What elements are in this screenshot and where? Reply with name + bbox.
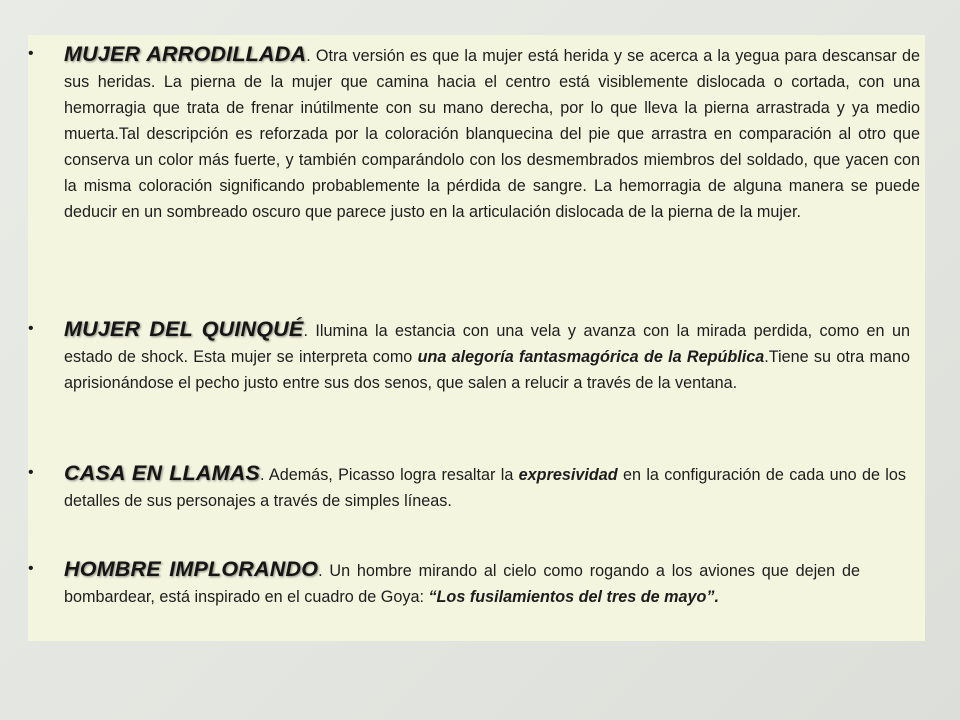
- bullet-text: . Además, Picasso logra resaltar la: [259, 466, 519, 484]
- bullet-mujer-arrodillada: [28, 41, 920, 225]
- bullet-emphasis: expresividad: [518, 466, 618, 484]
- bullet-mujer-del-quinque: [28, 316, 910, 396]
- bullet-heading: MUJER ARRODILLADA: [64, 42, 307, 66]
- bullet-marker: •: [28, 560, 34, 577]
- bullet-marker: •: [28, 464, 34, 481]
- bullet-marker: •: [28, 320, 34, 337]
- bullet-heading: MUJER DEL QUINQUÉ: [64, 317, 304, 341]
- bullet-hombre-implorando: [28, 556, 860, 610]
- bullet-text-after: .Tiene su otra mano aprisionándose el pecho justo entre sus dos senos, que salen a relucir a través de la ventana.: [64, 348, 910, 392]
- content-panel: [28, 35, 925, 641]
- bullet-text: . Otra versión es que la mujer está herida y se acerca a la yegua para descansar de sus heridas. La pierna de la mujer que camina hacia el centro está visiblemente dislocada o cortada, con una hemorragia que trata de frenar inútilmente con su mano derecha, por lo que lleva la pierna arrastrada y ya medio muerta.Tal descripción es reforzada por la coloración blanquecina del pie que arrastra en comparación al otro que conserva un color más fuerte, y también comparándolo con los desmembrados miembros del soldado, que yacen con la misma coloración significando probablemente la pérdida de sangre. La hemorragia de alguna manera se puede deducir en un sombreado oscuro que parece justo en la articulación dislocada de la pierna de la mujer.: [64, 47, 920, 221]
- bullet-emphasis: una alegoría fantasmagórica de la República: [417, 348, 765, 366]
- bullet-emphasis: “Los fusilamientos del tres de mayo”.: [428, 588, 720, 606]
- bullet-casa-en-llamas: [28, 460, 906, 514]
- bullet-marker: •: [28, 45, 34, 62]
- bullet-text: . Ilumina la estancia con una vela y avanza con la mirada perdida, como en un estado de shock. Esta mujer se interpreta como: [64, 322, 910, 366]
- bullet-text: . Un hombre mirando al cielo como rogando a los aviones que dejen de bombardear, está inspirado en el cuadro de Goya:: [64, 562, 860, 606]
- bullet-heading: CASA EN LLAMAS: [64, 461, 260, 485]
- bullet-text-after: en la configuración de cada uno de los detalles de sus personajes a través de simples líneas.: [64, 466, 906, 510]
- bullet-heading: HOMBRE IMPLORANDO: [64, 557, 319, 581]
